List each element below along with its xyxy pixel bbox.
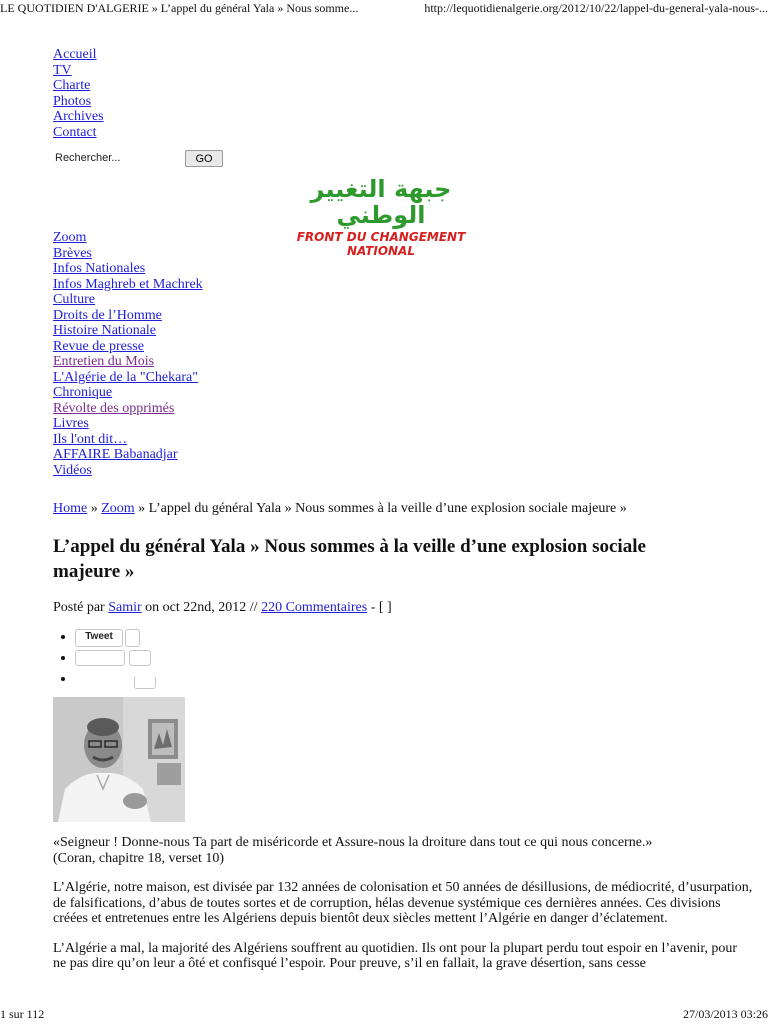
post-title: L’appel du général Yala » Nous sommes à la veille d’une explosion sociale majeure » — [53, 536, 646, 582]
category-link-zoom[interactable]: Zoom — [53, 230, 87, 245]
category-item — [53, 261, 753, 277]
print-footer-datetime: 27/03/2013 03:26 — [682, 1007, 768, 1021]
facebook-count-bubble — [129, 650, 151, 666]
logo-french-text: FRONT DU CHANGEMENT NATIONAL — [296, 230, 466, 258]
category-link-videos[interactable]: Vidéos — [53, 462, 92, 478]
category-item — [53, 463, 753, 479]
breadcrumb-separator: » — [87, 501, 102, 516]
quote-block — [53, 835, 753, 866]
category-link-livres[interactable]: Livres — [53, 416, 89, 431]
category-link-infos-maghreb-et-machrek[interactable]: Infos Maghreb et Machrek — [53, 276, 203, 292]
category-item — [53, 323, 753, 339]
comments-link[interactable]: 220 Commentaires — [261, 600, 368, 615]
top-menu-item — [53, 47, 753, 63]
facebook-like-button[interactable] — [75, 650, 125, 666]
category-item — [53, 416, 753, 432]
logo-arabic-text: جبهة التغيير الوطني — [310, 175, 452, 229]
breadcrumb-section-link[interactable]: Zoom — [101, 501, 135, 516]
top-menu-link-tv[interactable]: TV — [53, 62, 72, 78]
share-buttons — [53, 629, 753, 692]
category-item — [53, 277, 753, 293]
top-menu-item — [53, 125, 753, 141]
breadcrumb-separator: » — [134, 501, 149, 516]
category-item — [53, 308, 753, 324]
category-item — [53, 385, 753, 401]
category-link-droits-de-l-homme[interactable]: Droits de l’Homme — [53, 307, 162, 323]
share-item-plusone — [75, 671, 753, 692]
plusone-count-bubble[interactable] — [134, 676, 156, 689]
category-link-culture[interactable]: Culture — [53, 292, 95, 307]
top-menu — [53, 47, 753, 140]
top-menu-item — [53, 63, 753, 79]
site-logo[interactable] — [266, 175, 496, 258]
top-menu-link-contact[interactable]: Contact — [53, 124, 97, 140]
category-link-affaire-babanadjar[interactable]: AFFAIRE Babanadjar — [53, 447, 178, 462]
category-link-ils-l-ont-dit[interactable]: Ils l'ont dit… — [53, 431, 128, 447]
search-input[interactable] — [53, 150, 182, 166]
article-body — [53, 835, 753, 972]
print-footer — [0, 1006, 768, 1024]
category-item — [53, 370, 753, 386]
author-link[interactable]: Samir — [108, 600, 142, 615]
category-item — [53, 339, 753, 355]
meta-date: on oct 22nd, 2012 // — [141, 600, 262, 615]
top-menu-link-archives[interactable]: Archives — [53, 109, 104, 124]
breadcrumb-current: L’appel du général Yala » Nous sommes à la veille d’une explosion sociale majeure » — [148, 501, 627, 516]
category-menu — [53, 230, 753, 478]
page-content — [53, 47, 753, 986]
print-header-url: http://lequotidienalgerie.org/2012/10/22/lappel-du-general-yala-nous-... — [424, 1, 768, 15]
print-footer-page: 1 sur 112 — [0, 1007, 45, 1021]
share-item-twitter — [75, 629, 753, 650]
category-link-l-algerie-de-la-chekara[interactable]: L'Algérie de la "Chekara" — [53, 369, 198, 385]
top-menu-item — [53, 109, 753, 125]
category-item — [53, 292, 753, 308]
post-meta — [53, 599, 753, 616]
category-link-breves[interactable]: Brèves — [53, 245, 92, 261]
breadcrumb-home-link[interactable]: Home — [53, 501, 88, 516]
category-item — [53, 432, 753, 448]
top-menu-link-charte[interactable]: Charte — [53, 78, 91, 93]
meta-prefix: Posté par — [53, 600, 109, 615]
category-link-revue-de-presse[interactable]: Revue de presse — [53, 338, 144, 354]
print-header-title: LE QUOTIDIEN D'ALGERIE » L’appel du général Yala » Nous somme... — [0, 1, 359, 15]
top-menu-item — [53, 78, 753, 94]
search-form — [53, 148, 753, 172]
top-menu-item — [53, 94, 753, 110]
article-paragraph-1: L’Algérie, notre maison, est divisée par 132 années de colonisation et 50 années de désillusions, de médiocrité, d’usurpation, de falsifications, d’abus de toutes sortes et de corruption, hélas devenue systémique ces dernières années. Ces divisions créées et entretenues entre les Algériens depuis bientôt deux siècles mettent l’Algérie en danger d’éclatement. — [53, 880, 753, 926]
print-header — [0, 0, 768, 18]
category-item — [53, 447, 753, 463]
article-photo — [53, 697, 185, 822]
breadcrumb — [53, 500, 753, 517]
category-link-entretien-du-mois[interactable]: Entretien du Mois — [53, 354, 155, 369]
top-menu-link-accueil[interactable]: Accueil — [53, 47, 97, 62]
top-menu-link-photos[interactable]: Photos — [53, 93, 92, 109]
category-link-histoire-nationale[interactable]: Histoire Nationale — [53, 323, 157, 338]
share-item-facebook — [75, 650, 753, 671]
quote-source: (Coran, chapitre 18, verset 10) — [53, 850, 225, 866]
category-link-revolte-des-opprimes[interactable]: Révolte des opprimés — [53, 400, 175, 416]
search-go-button[interactable]: GO — [185, 150, 223, 167]
category-link-infos-nationales[interactable]: Infos Nationales — [53, 261, 146, 276]
article-paragraph-2: L’Algérie a mal, la majorité des Algériens souffrent au quotidien. Ils ont pour la plupart perdu tout espoir en l’avenir, pour ne pas dire qu’on leur a ôté et confisqué l’espoir. Pour preuve, s’il en fallait, la grave désertion, sans cesse — [53, 940, 738, 971]
category-item — [53, 401, 753, 417]
tweet-button[interactable]: • Tweet — [75, 629, 123, 647]
tweet-count-bubble — [125, 629, 140, 647]
meta-suffix: - [ ] — [367, 600, 392, 615]
portrait-image — [53, 697, 185, 822]
category-link-chronique[interactable]: Chronique — [53, 385, 113, 400]
category-item — [53, 354, 753, 370]
quote-text: «Seigneur ! Donne-nous Ta part de miséricorde et Assure-nous la droiture dans tout ce qui nous concerne.» — [53, 835, 653, 850]
